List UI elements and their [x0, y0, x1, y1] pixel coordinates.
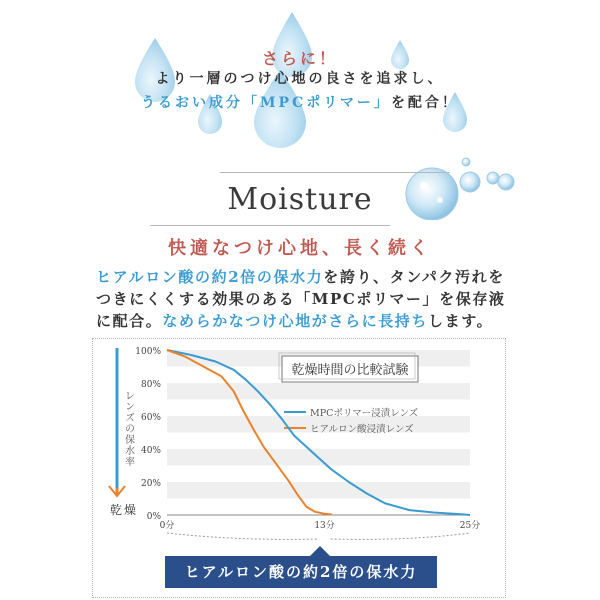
- y-tick-label: 100%: [135, 347, 161, 357]
- paragraph-text-3b: します。: [428, 312, 494, 330]
- intro-line-3: [0, 92, 600, 112]
- intro-line-3-rest: を配合！: [390, 95, 459, 111]
- paragraph-highlight-2: なめらかなつけ心地がさらに長持ち: [162, 312, 429, 330]
- grid-band: [167, 482, 470, 499]
- legend-label: ヒアルロン酸浸漬レンズ: [310, 424, 414, 435]
- callout-banner: ヒアルロン酸の約2倍の保水力: [165, 556, 437, 588]
- divider-bottom: [150, 225, 390, 226]
- paragraph-text-3a: に配合。: [96, 312, 163, 330]
- y-axis-label: レンズの保水率: [122, 390, 134, 467]
- paragraph-line-3: [96, 310, 516, 332]
- x-tick-label: 0分: [159, 521, 175, 531]
- legend-label: MPCポリマー浸漬レンズ: [310, 408, 419, 419]
- x-brace: [331, 533, 470, 539]
- y-axis-ticks: [135, 347, 161, 522]
- drying-comparison-chart: [92, 338, 504, 558]
- y-tick-label: 60%: [140, 413, 161, 423]
- paragraph-line-1: [96, 266, 516, 288]
- paragraph-highlight-1: ヒアルロン酸の約2倍の保水力: [96, 268, 324, 286]
- callout-pointer: [310, 546, 330, 556]
- x-tick-label: 25分: [459, 521, 481, 531]
- x-axis-ticks: [160, 519, 481, 539]
- intro-line-1: さらに！: [261, 49, 338, 68]
- y-tick-label: 20%: [140, 479, 161, 489]
- x-brace: [167, 533, 319, 539]
- section-title: Moisture: [227, 182, 373, 217]
- grid-band: [167, 383, 470, 400]
- chart-title: 乾燥時間の比較試験: [291, 363, 409, 378]
- y-tick-label: 0%: [146, 512, 161, 522]
- moisture-heading-block: [150, 172, 450, 226]
- intro-line-2: より一層のつけ心地の良さを追求し、: [155, 71, 445, 87]
- intro-highlight: うるおい成分「MPCポリマー」: [141, 95, 391, 111]
- y-tick-label: 80%: [140, 380, 161, 390]
- paragraph-line-2: つきにくくする効果のある「MPCポリマー」を保存液: [96, 290, 506, 308]
- divider-top: [220, 172, 450, 173]
- paragraph-text-1: を誇り、タンパク汚れを: [323, 268, 505, 286]
- y-tick-label: 40%: [140, 446, 161, 456]
- x-tick-label: 13分: [314, 521, 335, 531]
- y-axis-bottom-label: 乾燥: [110, 503, 139, 517]
- section-subtitle: 快適なつけ心地、長く続く: [168, 238, 432, 259]
